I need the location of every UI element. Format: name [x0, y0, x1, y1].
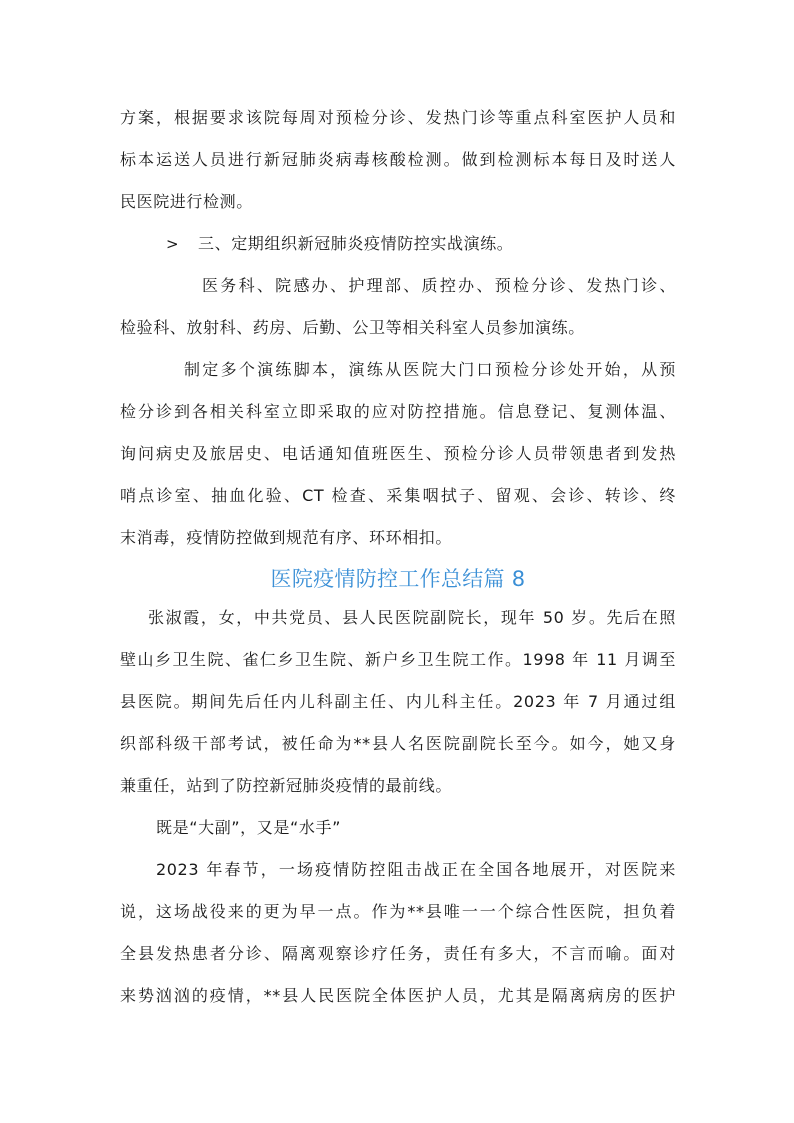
- paragraph-line: 织部科级干部考试，被任命为**县人名医院副院长至今。如今，她又身: [120, 734, 676, 753]
- section-heading: 三、定期组织新冠肺炎疫情防控实战演练。: [198, 234, 514, 253]
- paragraph-line: 检验科、放射科、药房、后勤、公卫等相关科室人员参加演练。: [120, 318, 585, 337]
- paragraph-line: 民医院进行检测。: [120, 192, 253, 211]
- paragraph-line: 哨点诊室、抽血化验、CT 检查、采集咽拭子、留观、会诊、转诊、终: [120, 486, 676, 505]
- section-title: 医院疫情防控工作总结篇 8: [270, 567, 526, 591]
- paragraph-line: 末消毒，疫情防控做到规范有序、环环相扣。: [120, 528, 453, 547]
- paragraph-line: 标本运送人员进行新冠肺炎病毒核酸检测。做到检测标本每日及时送人: [120, 150, 676, 169]
- paragraph-line: 县医院。期间先后任内儿科副主任、内儿科主任。2023 年 7 月通过组: [120, 692, 676, 711]
- paragraph-line: 检分诊到各相关科室立即采取的应对防控措施。信息登记、复测体温、: [120, 402, 676, 421]
- paragraph-line: 壁山乡卫生院、雀仁乡卫生院、新户乡卫生院工作。1998 年 11 月调至: [120, 650, 676, 669]
- paragraph-line: 来势汹汹的疫情，**县人民医院全体医护人员，尤其是隔离病房的医护: [120, 986, 676, 1005]
- paragraph-line: 方案，根据要求该院每周对预检分诊、发热门诊等重点科室医护人员和: [120, 108, 676, 127]
- paragraph-line: 说，这场战役来的更为早一点。作为**县唯一一个综合性医院，担负着: [120, 902, 676, 921]
- paragraph-line: 询问病史及旅居史、电话通知值班医生、预检分诊人员带领患者到发热: [120, 444, 676, 463]
- paragraph-line: 制定多个演练脚本，演练从医院大门口预检分诊处开始，从预: [184, 360, 676, 379]
- paragraph-line: 全县发热患者分诊、隔离观察诊疗任务，责任有多大，不言而喻。面对: [120, 944, 676, 963]
- paragraph-line: 2023 年春节，一场疫情防控阻击战正在全国各地展开，对医院来: [156, 860, 676, 879]
- paragraph-line: 医务科、院感办、护理部、质控办、预检分诊、发热门诊、: [202, 276, 676, 295]
- paragraph-line: 张淑霞，女，中共党员、县人民医院副院长，现年 50 岁。先后在照: [148, 608, 676, 627]
- subheading: 既是“大副”，又是“水手”: [156, 818, 341, 837]
- bullet-marker: >: [166, 235, 179, 253]
- paragraph-line: 兼重任，站到了防控新冠肺炎疫情的最前线。: [120, 776, 453, 795]
